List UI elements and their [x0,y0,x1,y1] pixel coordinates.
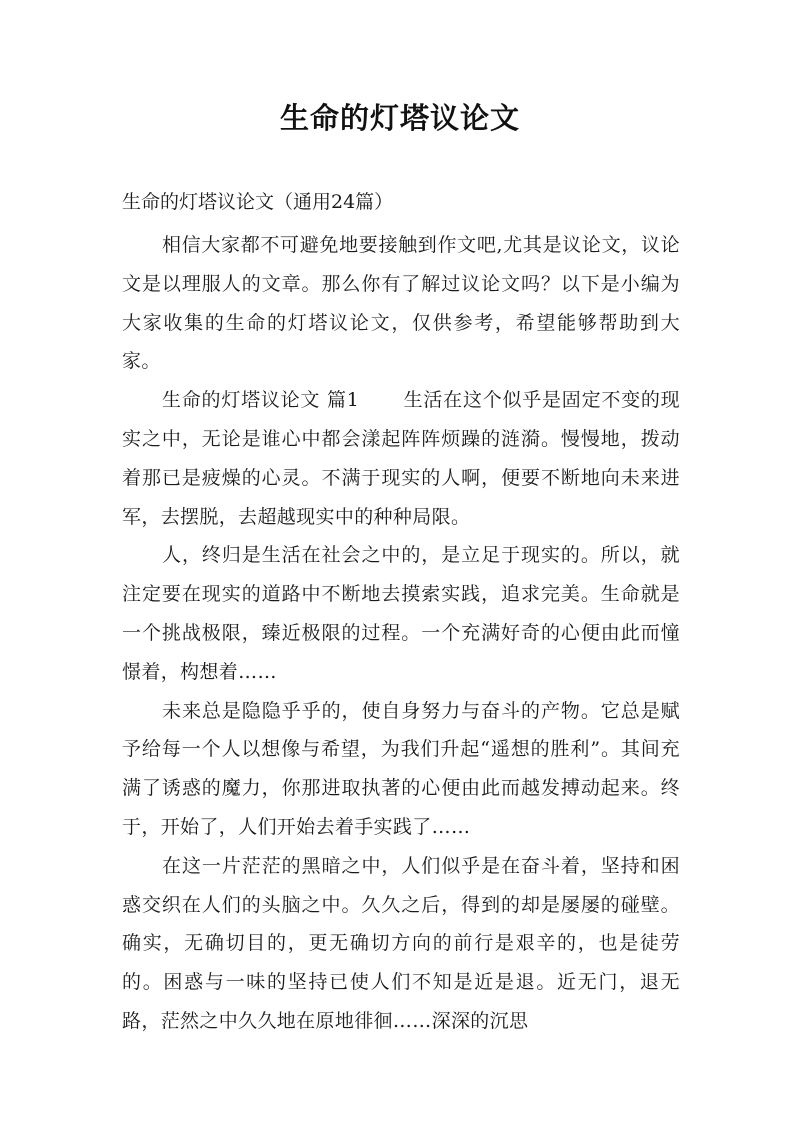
body-paragraph: 人，终归是生活在社会之中的，是立足于现实的。所以，就注定要在现实的道路中不断地去摸索实践，追求完美。生命就是一个挑战极限，臻近极限的过程。一个充满好奇的心便由此而憧憬着，构想着…… [122,544,680,683]
intro-paragraph: 相信大家都不可避免地要接触到作文吧,尤其是议论文，议论文是以理服人的文章。那么你有了解过议论文吗？以下是小编为大家收集的生命的灯塔议论文，仅供参考，希望能够帮助到大家。 [122,234,680,373]
body-paragraph: 在这一片茫茫的黑暗之中，人们似乎是在奋斗着，坚持和困惑交织在人们的头脑之中。久久之后，得到的却是屡屡的碰壁。确实，无确切目的，更无确切方向的前行是艰辛的，也是徒劳的。困惑与一味的坚持已使人们不知是近是退。近无门，退无路，茫然之中久久地在原地徘徊……深深的沉思 [122,854,680,1032]
section-1-paragraph [122,381,680,536]
document-title: 生命的灯塔议论文 [279,101,520,135]
section-first-text: 生活在这个似乎是固定不变的现实之中，无论是谁心中都会漾起阵阵烦躁的涟漪。慢慢地，拨动着那已是疲燥的心灵。不满于现实的人啊，便要不断地向未来进军，去摆脱，去超越现实中的种种局限。 [122,389,681,528]
body-paragraph: 未来总是隐隐乎乎的，使自身努力与奋斗的产物。它总是赋予给每一个人以想像与希望，为我们升起“遥想的胜利”。其间充满了诱惑的魔力，你那进取执著的心便由此而越发搏动起来。终于，开始了，人们开始去着手实践了…… [122,699,680,838]
document-body [122,226,680,1041]
section-heading: 生命的灯塔议论文 篇1 [162,389,360,412]
document-subtitle: 生命的灯塔议论文（通用24篇） [122,191,394,213]
